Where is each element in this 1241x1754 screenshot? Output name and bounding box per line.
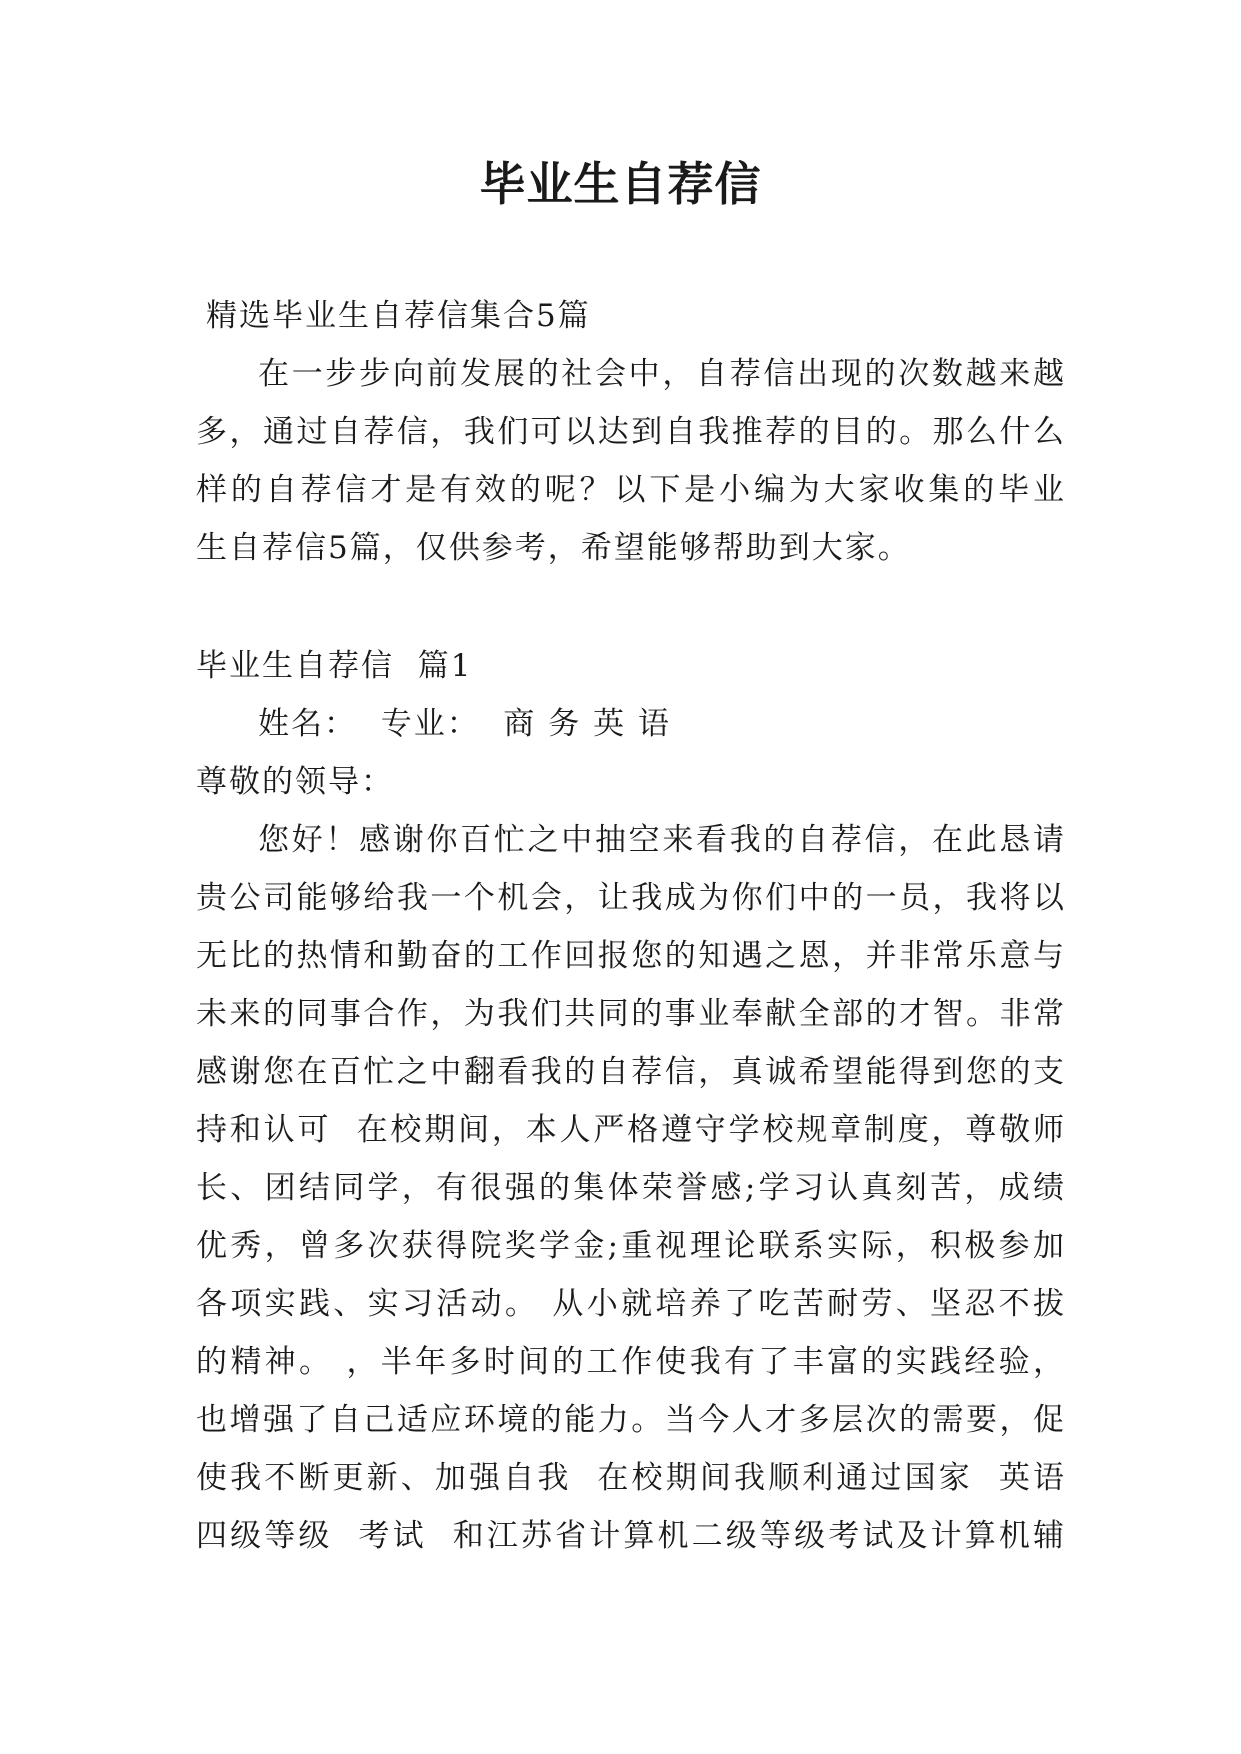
body-line: 也增强了自己适应环境的能力。当今人才多层次的需要，促	[196, 1402, 1066, 1438]
body-line: 无比的热情和勤奋的工作回报您的知遇之恩，并非常乐意与	[196, 938, 1066, 974]
intro-line: 多，通过自荐信，我们可以达到自我推荐的目的。那么什么	[196, 414, 1066, 450]
body-line: 未来的同事合作，为我们共同的事业奉献全部的才智。非常	[196, 996, 1066, 1032]
body-line: 长、团结同学，有很强的集体荣誉感;学习认真刻苦，成绩	[196, 1170, 1066, 1206]
salutation: 尊敬的领导：	[196, 764, 394, 800]
body-line: 的精神。 ，半年多时间的工作使我有了丰富的实践经验，	[196, 1344, 1066, 1380]
body-line: 感谢您在百忙之中翻看我的自荐信，真诚希望能得到您的支	[196, 1054, 1066, 1090]
body-line: 优秀，曾多次获得院奖学金;重视理论联系实际，积极参加	[196, 1228, 1066, 1264]
body-line: 持和认可 在校期间，本人严格遵守学校规章制度，尊敬师	[196, 1112, 1066, 1148]
document-subtitle: 精选毕业生自荐信集合5篇	[206, 298, 591, 334]
body-line: 您好！感谢你百忙之中抽空来看我的自荐信，在此恳请	[258, 822, 1066, 858]
body-line: 各项实践、实习活动。 从小就培养了吃苦耐劳、坚忍不拔	[196, 1286, 1066, 1322]
document-title: 毕业生自荐信	[479, 157, 762, 211]
body-line: 贵公司能够给我一个机会，让我成为你们中的一员，我将以	[196, 880, 1066, 916]
body-line: 四级等级 考试 和江苏省计算机二级等级考试及计算机辅	[196, 1518, 1066, 1554]
body-line: 使我不断更新、加强自我 在校期间我顺利通过国家 英语	[196, 1460, 1066, 1496]
intro-line: 样的自荐信才是有效的呢？以下是小编为大家收集的毕业	[196, 472, 1066, 508]
intro-line: 生自荐信5篇，仅供参考，希望能够帮助到大家。	[196, 530, 911, 566]
name-major-line: 姓名： 专业： 商 务 英 语	[258, 706, 671, 742]
section-heading: 毕业生自荐信 篇1	[196, 648, 473, 684]
intro-line: 在一步步向前发展的社会中，自荐信出现的次数越来越	[258, 356, 1066, 392]
